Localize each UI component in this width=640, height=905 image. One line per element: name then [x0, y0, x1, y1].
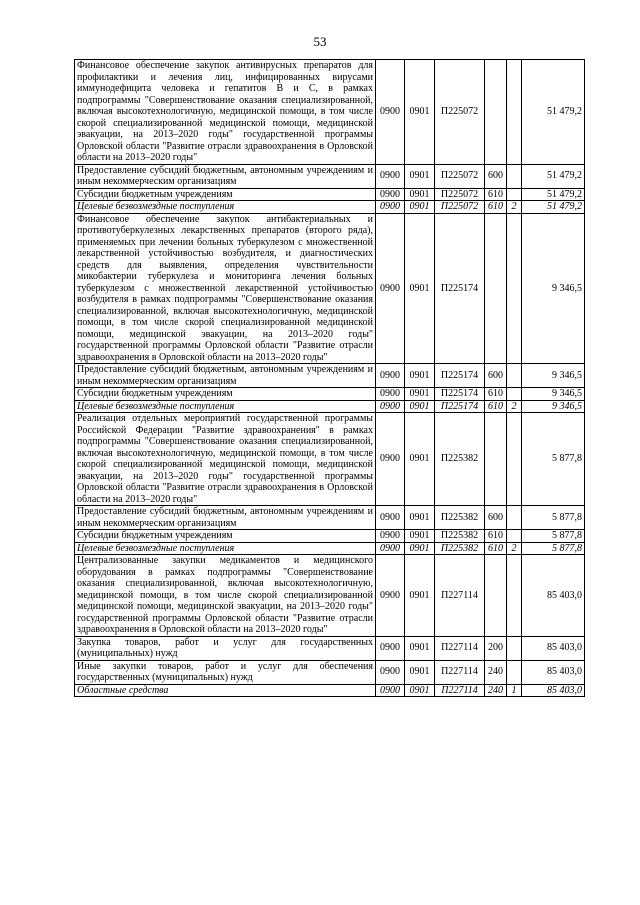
amount-value: 51 479,2 — [522, 201, 585, 214]
table-row — [75, 60, 585, 165]
amount-value: 5 877,8 — [522, 542, 585, 555]
table-row — [75, 164, 585, 188]
subsection-code: 0901 — [405, 636, 435, 660]
amount-value: 85 403,0 — [522, 555, 585, 637]
source-code — [507, 188, 522, 201]
amount-value: 85 403,0 — [522, 636, 585, 660]
expense-type-code — [485, 213, 507, 364]
row-description: Централизованные закупки медикаментов и медицинского оборудования в рамках подпрограммы "Совершенствование оказания специализированной, включая высокотехнологичную, медицинской помощи, в том числе скорой специализированной медицинской помощи, медицинской эвакуации, на 2013–2020 годы" государственной программы Орловской области "Развитие отрасли здравоохранения в Орловской области на 2013–2020 годы" — [75, 555, 376, 637]
section-code: 0900 — [376, 636, 405, 660]
section-code: 0900 — [376, 400, 405, 413]
section-code: 0900 — [376, 364, 405, 388]
budget-table-body — [75, 60, 585, 697]
target-article-code: П225382 — [435, 506, 485, 530]
source-code — [507, 636, 522, 660]
amount-value: 85 403,0 — [522, 684, 585, 697]
expense-type-code — [485, 60, 507, 165]
section-code: 0900 — [376, 660, 405, 684]
section-code: 0900 — [376, 201, 405, 214]
table-row — [75, 684, 585, 697]
subsection-code: 0901 — [405, 364, 435, 388]
row-description: Субсидии бюджетным учреждениям — [75, 530, 376, 543]
amount-value: 85 403,0 — [522, 660, 585, 684]
target-article-code: П227114 — [435, 636, 485, 660]
table-row — [75, 530, 585, 543]
amount-value: 9 346,5 — [522, 400, 585, 413]
table-row — [75, 506, 585, 530]
target-article-code: П225382 — [435, 542, 485, 555]
section-code: 0900 — [376, 530, 405, 543]
table-row — [75, 660, 585, 684]
subsection-code: 0901 — [405, 542, 435, 555]
section-code: 0900 — [376, 60, 405, 165]
subsection-code: 0901 — [405, 413, 435, 506]
target-article-code: П225072 — [435, 188, 485, 201]
source-code — [507, 660, 522, 684]
row-description: Реализация отдельных мероприятий государственной программы Российской Федерации "Развитие здравоохранения" в рамках подпрограммы "Совершенствование оказания специализированной, включая высокотехнологичную, медицинской помощи, в том числе скорой специализированной медицинской помощи, медицинской эвакуации, на 2013–2020 годы" государственной программы Орловской области "Развитие отрасли здравоохранения в Орловской области на 2013–2020 годы" — [75, 413, 376, 506]
source-code — [507, 413, 522, 506]
subsection-code: 0901 — [405, 388, 435, 401]
table-row — [75, 555, 585, 637]
section-code: 0900 — [376, 213, 405, 364]
target-article-code: П225072 — [435, 60, 485, 165]
expense-type-code: 200 — [485, 636, 507, 660]
row-description: Предоставление субсидий бюджетным, автономным учреждениям и иным некоммерческим организациям — [75, 364, 376, 388]
section-code: 0900 — [376, 164, 405, 188]
subsection-code: 0901 — [405, 530, 435, 543]
subsection-code: 0901 — [405, 213, 435, 364]
target-article-code: П225174 — [435, 213, 485, 364]
expense-type-code: 600 — [485, 506, 507, 530]
expense-type-code: 240 — [485, 660, 507, 684]
row-description: Иные закупки товаров, работ и услуг для обеспечения государственных (муниципальных) нужд — [75, 660, 376, 684]
subsection-code: 0901 — [405, 400, 435, 413]
amount-value: 9 346,5 — [522, 364, 585, 388]
source-code — [507, 364, 522, 388]
source-code — [507, 164, 522, 188]
section-code: 0900 — [376, 542, 405, 555]
section-code: 0900 — [376, 684, 405, 697]
table-row — [75, 201, 585, 214]
expense-type-code: 610 — [485, 201, 507, 214]
expense-type-code: 610 — [485, 188, 507, 201]
row-description: Предоставление субсидий бюджетным, автономным учреждениям и иным некоммерческим организациям — [75, 506, 376, 530]
subsection-code: 0901 — [405, 188, 435, 201]
target-article-code: П225072 — [435, 201, 485, 214]
source-code — [507, 530, 522, 543]
amount-value: 9 346,5 — [522, 213, 585, 364]
row-description: Областные средства — [75, 684, 376, 697]
table-row — [75, 636, 585, 660]
row-description: Предоставление субсидий бюджетным, автономным учреждениям и иным некоммерческим организациям — [75, 164, 376, 188]
amount-value: 5 877,8 — [522, 530, 585, 543]
expense-type-code: 610 — [485, 388, 507, 401]
target-article-code: П227114 — [435, 555, 485, 637]
target-article-code: П225382 — [435, 413, 485, 506]
row-description: Целевые безвозмездные поступления — [75, 542, 376, 555]
source-code — [507, 60, 522, 165]
target-article-code: П225174 — [435, 400, 485, 413]
expense-type-code: 240 — [485, 684, 507, 697]
target-article-code: П225382 — [435, 530, 485, 543]
amount-value: 51 479,2 — [522, 188, 585, 201]
section-code: 0900 — [376, 188, 405, 201]
subsection-code: 0901 — [405, 60, 435, 165]
expense-type-code: 610 — [485, 400, 507, 413]
row-description: Целевые безвозмездные поступления — [75, 400, 376, 413]
subsection-code: 0901 — [405, 506, 435, 530]
row-description: Финансовое обеспечение закупок антивирусных препаратов для профилактики и лечения лиц, инфицированных вирусами иммунодефицита человека и гепатитов В и С, в рамках подпрограммы "Совершенствование оказания специализированной, включая высокотехнологичную, медицинской помощи, в том числе скорой специализированной медицинской помощи, медицинской эвакуации, на 2013–2020 годы" государственной программы Орловской области "Развитие отрасли здравоохранения в Орловской области на 2013–2020 годы" — [75, 60, 376, 165]
table-row — [75, 400, 585, 413]
expense-type-code: 600 — [485, 164, 507, 188]
section-code: 0900 — [376, 413, 405, 506]
subsection-code: 0901 — [405, 555, 435, 637]
table-row — [75, 188, 585, 201]
amount-value: 5 877,8 — [522, 413, 585, 506]
expense-type-code: 610 — [485, 542, 507, 555]
amount-value: 9 346,5 — [522, 388, 585, 401]
expense-type-code — [485, 555, 507, 637]
table-row — [75, 413, 585, 506]
amount-value: 51 479,2 — [522, 60, 585, 165]
row-description: Финансовое обеспечение закупок антибактериальных и противотуберкулезных лекарственных препаратов (второго ряда), применяемых при лечении больных туберкулезом с множественной лекарственной устойчивостью возбудителя, и диагностических средств для выявления, определения чувствительности микобактерии туберкулеза и мониторинга лечения больных туберкулезом с множественной лекарственной устойчивостью возбудителя в рамках подпрограммы "Совершенствование оказания специализированной, включая высокотехнологичную, медицинской помощи, в том числе скорой специализированной медицинской помощи, медицинской эвакуации, на 2013–2020 годы" государственной программы Орловской области "Развитие отрасли здравоохранения в Орловской области на 2013–2020 годы" — [75, 213, 376, 364]
source-code — [507, 506, 522, 530]
expense-type-code — [485, 413, 507, 506]
subsection-code: 0901 — [405, 684, 435, 697]
budget-table — [74, 59, 585, 697]
subsection-code: 0901 — [405, 201, 435, 214]
amount-value: 51 479,2 — [522, 164, 585, 188]
subsection-code: 0901 — [405, 660, 435, 684]
source-code — [507, 213, 522, 364]
target-article-code: П225174 — [435, 364, 485, 388]
section-code: 0900 — [376, 388, 405, 401]
table-row — [75, 542, 585, 555]
source-code: 2 — [507, 542, 522, 555]
page-number: 53 — [313, 34, 327, 49]
target-article-code: П227114 — [435, 660, 485, 684]
source-code: 2 — [507, 400, 522, 413]
section-code: 0900 — [376, 506, 405, 530]
expense-type-code: 600 — [485, 364, 507, 388]
row-description: Целевые безвозмездные поступления — [75, 201, 376, 214]
table-row — [75, 388, 585, 401]
target-article-code: П227114 — [435, 684, 485, 697]
section-code: 0900 — [376, 555, 405, 637]
amount-value: 5 877,8 — [522, 506, 585, 530]
table-row — [75, 364, 585, 388]
row-description: Закупка товаров, работ и услуг для государственных (муниципальных) нужд — [75, 636, 376, 660]
table-row — [75, 213, 585, 364]
expense-type-code: 610 — [485, 530, 507, 543]
target-article-code: П225174 — [435, 388, 485, 401]
source-code — [507, 555, 522, 637]
source-code: 2 — [507, 201, 522, 214]
subsection-code: 0901 — [405, 164, 435, 188]
row-description: Субсидии бюджетным учреждениям — [75, 388, 376, 401]
target-article-code: П225072 — [435, 164, 485, 188]
source-code: 1 — [507, 684, 522, 697]
source-code — [507, 388, 522, 401]
row-description: Субсидии бюджетным учреждениям — [75, 188, 376, 201]
